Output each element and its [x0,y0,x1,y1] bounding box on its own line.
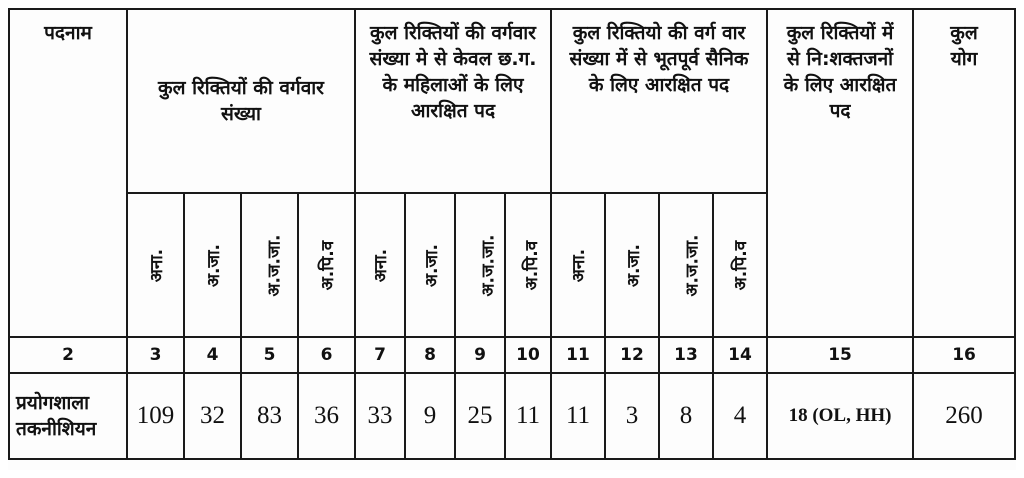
category-label: अ.जा. [203,243,224,287]
category-cell [241,193,298,337]
vacancy-table-frame [8,8,1016,470]
category-cell [127,193,184,337]
header-women-reserved: कुल रिक्तियों की वर्गवार संख्या मे से केवल छ.ग. के महिलाओं के लिए आरक्षित पद [355,9,551,193]
column-number: 9 [455,337,505,373]
category-label: अ.जा. [421,243,442,287]
category-label: अना. [371,248,392,282]
category-label: अ.पि.व [731,240,752,290]
category-cell [659,193,713,337]
category-label: अना. [569,248,590,282]
column-number: 10 [505,337,551,373]
category-label: अ.पि.व [522,240,543,290]
category-cell [355,193,405,337]
column-number: 5 [241,337,298,373]
category-cell [605,193,659,337]
post-name-cell: प्रयोगशाला तकनीशियन [9,373,127,459]
value-cell: 3 [605,373,659,459]
value-cell: 25 [455,373,505,459]
value-cell: 11 [505,373,551,459]
value-cell: 11 [551,373,605,459]
category-label: अ.ज.जा. [682,234,703,296]
column-number: 8 [405,337,455,373]
header-disabled-reserved: कुल रिक्तियों में से नि:शक्तजनों के लिए आरक्षित पद [767,9,913,337]
value-cell: 33 [355,373,405,459]
value-cell: 32 [184,373,241,459]
category-cell [184,193,241,337]
column-number: 13 [659,337,713,373]
category-cell [298,193,355,337]
grand-total-cell: 260 [913,373,1015,459]
column-number: 4 [184,337,241,373]
column-number: 16 [913,337,1015,373]
table-row [9,373,1015,459]
category-cell [405,193,455,337]
value-cell: 9 [405,373,455,459]
category-cell [713,193,767,337]
column-number: 6 [298,337,355,373]
vacancy-table [8,8,1016,460]
category-cell [505,193,551,337]
category-label: अ.ज.जा. [264,234,285,296]
header-total-vacancies: कुल रिक्तियों की वर्गवार संख्या [127,9,355,193]
header-ex-servicemen-reserved: कुल रिक्तियो की वर्ग वार संख्या में से भूतपूर्व सैनिक के लिए आरक्षित पद [551,9,767,193]
category-label: अना. [146,248,167,282]
value-cell: 36 [298,373,355,459]
category-cell [455,193,505,337]
column-number: 11 [551,337,605,373]
column-number: 3 [127,337,184,373]
category-label: अ.पि.व [317,240,338,290]
value-cell: 109 [127,373,184,459]
header-grand-total: कुल योग [913,9,1015,337]
value-cell: 4 [713,373,767,459]
column-number: 15 [767,337,913,373]
category-cell [551,193,605,337]
column-number: 7 [355,337,405,373]
category-label: अ.जा. [623,243,644,287]
category-label: अ.ज.जा. [478,234,499,296]
value-cell: 83 [241,373,298,459]
column-number: 14 [713,337,767,373]
value-cell: 8 [659,373,713,459]
column-number: 2 [9,337,127,373]
column-number: 12 [605,337,659,373]
header-post-name: पदनाम [9,9,127,337]
disabled-reserved-cell: 18 (OL, HH) [767,373,913,459]
